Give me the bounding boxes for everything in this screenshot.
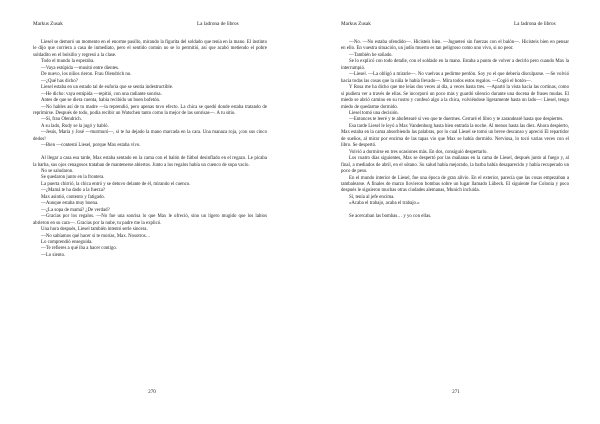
body-text — [341, 40, 569, 221]
paragraph: —También he soñado. — [349, 52, 393, 58]
paragraph: —Jesús, María y José —murmuró—, si te ha dejado la mano marcada en la cara. Una manaza roja, ¡con sus cinco dedos! — [33, 130, 267, 142]
paragraph: Se lo explicó con todo detalle, con el soldado en la mano. Estaba a punto de volver a decirlo pero cuando Max la interrumpió. — [341, 59, 569, 71]
running-head-title: La ladrona de libros — [514, 21, 556, 27]
paragraph: —¿Mamá te ha dado a la fuerza? — [41, 188, 106, 194]
paragraph: —No sabíamos qué hacer si te morías, Max. Nosotros… — [41, 233, 151, 239]
body-text — [33, 40, 267, 259]
paragraph: De nuevo, los niños rieron. Frau Olendrich no. — [41, 72, 132, 78]
paragraph: —Aunque estaba muy buena. — [41, 201, 99, 207]
paragraph: En el mundo interior de Liesel, fue una época de gran alivio. En el exterior, parecía que las cosas empezaban a tambalearse. A finales de marzo llovieron bombas sobre un lugar llamado Lübeck. El siguiente fue Colonia y poco después le siguieron muchas otras ciudades alemanas, Munich incluida. — [341, 175, 569, 194]
paragraph: Sí, tenía al jefe encima. — [349, 194, 395, 200]
paragraph: Liesel tomó una decisión. — [349, 110, 399, 116]
paragraph: «Acaba el trabajo, acaba el trabajo.» — [349, 201, 420, 207]
paragraph: —He dicho: vaya estúpida —repitió, con una radiante sonrisa. — [41, 91, 162, 97]
paragraph: Max asintió, contento y fatigado. — [41, 194, 106, 200]
paragraph: Al llegar a casa esa tarde, Max estaba sentado en la cama con el balón de fútbol desinflado en el regazo. Le picaba la barba, sus ojos cenagosos trataban de mantenerse abiertos. Junto a los regalos había un cuenco de sopa vacío. — [33, 156, 267, 168]
paragraph: —Te refieres a qué iba a hacer contigo. — [41, 246, 118, 252]
page-number: 270 — [148, 389, 156, 395]
running-head-title: La ladrona de libros — [197, 21, 239, 27]
paragraph: No se saludaron. — [41, 169, 74, 174]
running-head-author: Markus Zusak — [33, 21, 63, 27]
paragraph: La puerta chirrió, la chica entró y se detuvo delante de él, mirando el cuenco. — [41, 181, 191, 187]
paragraph: —Liesel. —La obligó a mirarle—. No vuelvas a pedirme perdón. Soy yo el que debería disculparse. —Se volvió hacia todas las cosas que la niña le había llevado—. Mira todos estos regalos. —Cogió el botón—. — [341, 72, 569, 84]
paragraph: —Lo siento. — [41, 252, 66, 258]
running-head-author: Markus Zusak — [341, 21, 371, 27]
paragraph: Se acercaban las bombas… y yo con ellas. — [349, 214, 432, 220]
paragraph: Una hora después, Liesel también intentó serle sincera. — [41, 227, 148, 233]
paragraph: —Bien —contestó Liesel, porque Max estaba vivo. — [41, 143, 141, 149]
paragraph: Antes de que se diera cuenta, había recibido un buen bofetón. — [41, 98, 161, 104]
paragraph: Esa tarde Liesel le leyó a Max Vandenburg hasta bien entrada la noche. Al menos hasta las diez. Ahora despierto, Max estaba en la cama absorbiendo las palabras, por lo cual Liesel se tomó un breve descanso y apreció El repartidor de sueños, al mirar por encima de las tapas vio que Max se había dormido. Nerviosa, lo tocó varias veces con el libro. Se despertó. — [341, 123, 569, 149]
paragraph: —Sí, frau Olendrich. — [41, 117, 82, 123]
paragraph: —Vaya estúpida —musitó entre dientes. — [41, 65, 120, 71]
paragraph: Liesel se demoró un momento en el enorme pasillo, mirando la figurita del soldado que tenía en la mano. El instinto le dijo que corriera a casa de inmediato, pero el sentido común no se lo permitió, así que acabó metiendo el pobre soldadito en el bolsillo y regresó a la clase. — [33, 40, 267, 58]
paragraph: Y Rosa me ha dicho que me leías dos veces al día, a veces hasta tres. —Apartó la vista hacia las cortinas, como si pudiera ver a través de ellas. Se incorporó un poco más y guardó silencio durante una docena de frases mudas. El miedo se abrió camino en su rostro y confesó algo a la chica, volviéndose ligeramente hasta un lado—: Liesel, tengo miedo de quedarme dormido. — [341, 85, 569, 110]
paragraph: —¿Qué has dicho? — [41, 78, 78, 84]
right-page — [300, 0, 600, 424]
paragraph: —No. —No estaba ofendido—. Hicisteis bien. —Jugueteó sin fuerzas con el balón—. Hicisteis bien en pensar en ello. En vuestra situación, un judío muerto es tan peligroso como uno vivo, si no peor. — [341, 40, 569, 52]
paragraph: Volvió a dormirse en tres ocasiones más. En dos, consiguió despertarlo. — [349, 149, 488, 155]
paragraph: Lo comprendió enseguida. — [41, 239, 93, 245]
paragraph: Todo el mundo la esperaba. — [41, 59, 95, 65]
page-number: 271 — [452, 389, 460, 395]
paragraph: Liesel estaba en un estado tal de euforia que se sentía indestructible. — [41, 85, 174, 91]
paragraph: —¿La sopa de mamá? ¿De verdad? — [41, 207, 110, 213]
paragraph: Los cuatro días siguientes, Max se despertó por las mañanas en la cama de Liesel, después junto al fuego y, al final, a mediados de abril, en el sótano. Su salud había mejorado, la barba había desaparecido y había recuperado un poco de peso. — [341, 156, 569, 175]
paragraph: —No hables así de tu madre —la reprendió, pero apenas tuvo efecto. La chica se quedó donde estaba tratando de reprimirse. Después de todo, podía recibir un Watschen tanto como la mejor de las sonrisas—. A tu sitio. — [33, 104, 267, 116]
paragraph: —Gracias por los regalos. —No fue una sonrisa lo que Max le ofreció, sino un ligero mugido que los labios abrieron en su cara—. Gracias por la nube, tu padre me la explicó. — [33, 214, 267, 226]
paragraph: Se quedaron junto en la frontera. — [41, 175, 105, 181]
paragraph: A su lado, Rudy se la jugó y habló. — [41, 123, 109, 129]
paragraph: —Entonces te leeré y te abofetearé si veo que te duermes. Cerraré el libro y te zarandearé hasta que despiertes. — [349, 117, 564, 123]
